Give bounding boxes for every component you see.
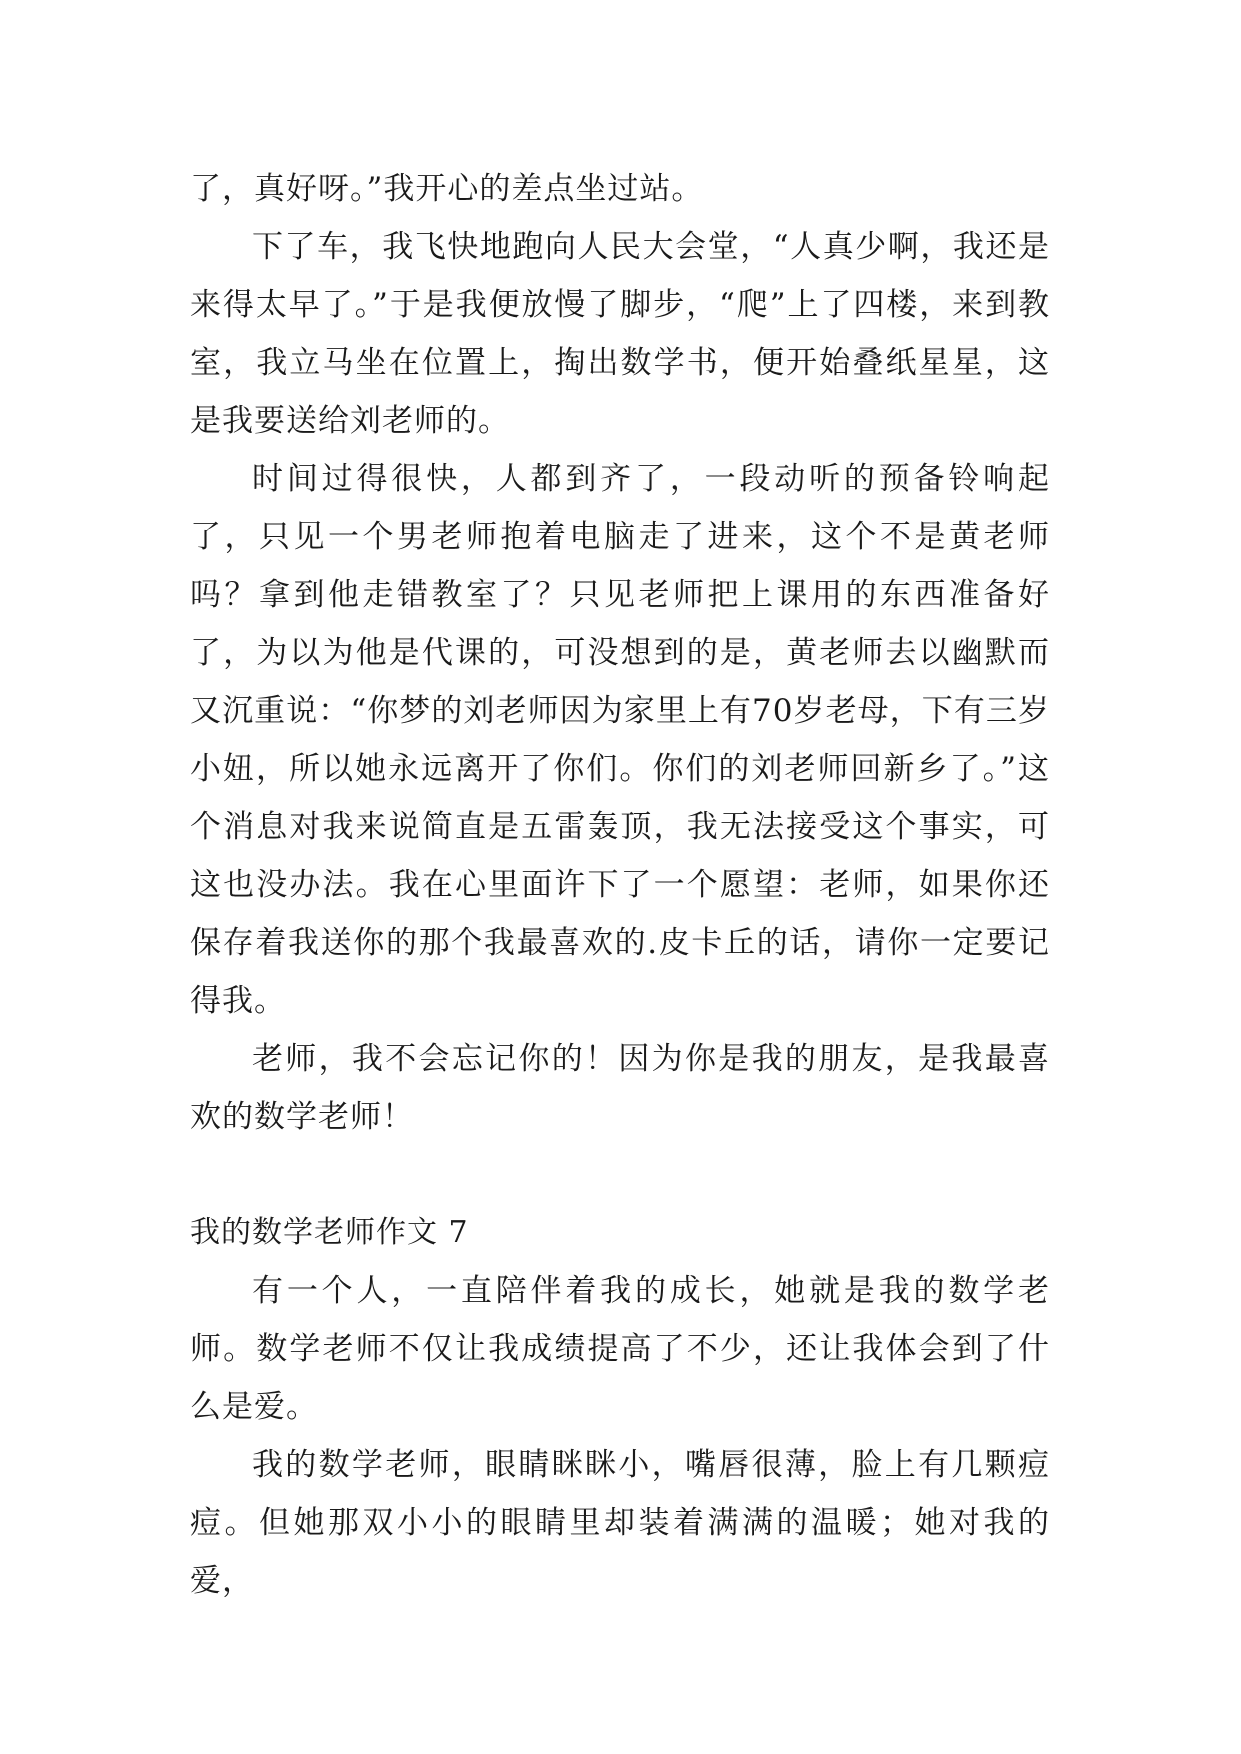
paragraph-news: 时间过得很快，人都到齐了，一段动听的预备铃响起了，只见一个男老师抱着电脑走了进来，这个不是黄老师吗？拿到他走错教室了？只见老师把上课用的东西准备好了，为以为他是代课的，可没想到的是，黄老师去以幽默而又沉重说：“你梦的刘老师因为家里上有70岁老母，下有三岁小妞，所以她永远离开了你们。你们的刘老师回新乡了。”这个消息对我来说简直是五雷轰顶，我无法接受这个事实，可这也没办法。我在心里面许下了一个愿望：老师，如果你还保存着我送你的那个我最喜欢的.皮卡丘的话，请你一定要记得我。 bbox=[190, 461, 1050, 1019]
paragraph-continued: 了，真好呀。”我开心的差点坐过站。 bbox=[190, 171, 704, 207]
section-title: 我的数学老师作文 7 bbox=[190, 1215, 469, 1250]
paragraph-arrival: 下了车，我飞快地跑向人民大会堂，“人真少啊，我还是来得太早了。”于是我便放慢了脚步，“爬”上了四楼，来到教室，我立马坐在位置上，掏出数学书，便开始叠纸星星，这是我要送给刘老师的。 bbox=[190, 229, 1050, 439]
paragraph-intro: 有一个人，一直陪伴着我的成长，她就是我的数学老师。数学老师不仅让我成绩提高了不少，还让我体会到了什么是爱。 bbox=[190, 1273, 1050, 1425]
document-body bbox=[190, 160, 1050, 1610]
paragraph-closing: 老师，我不会忘记你的！因为你是我的朋友，是我最喜欢的数学老师！ bbox=[190, 1041, 1050, 1135]
paragraph-description: 我的数学老师，眼睛眯眯小，嘴唇很薄，脸上有几颗痘痘。但她那双小小的眼睛里却装着满满的温暖；她对我的爱， bbox=[190, 1447, 1050, 1599]
